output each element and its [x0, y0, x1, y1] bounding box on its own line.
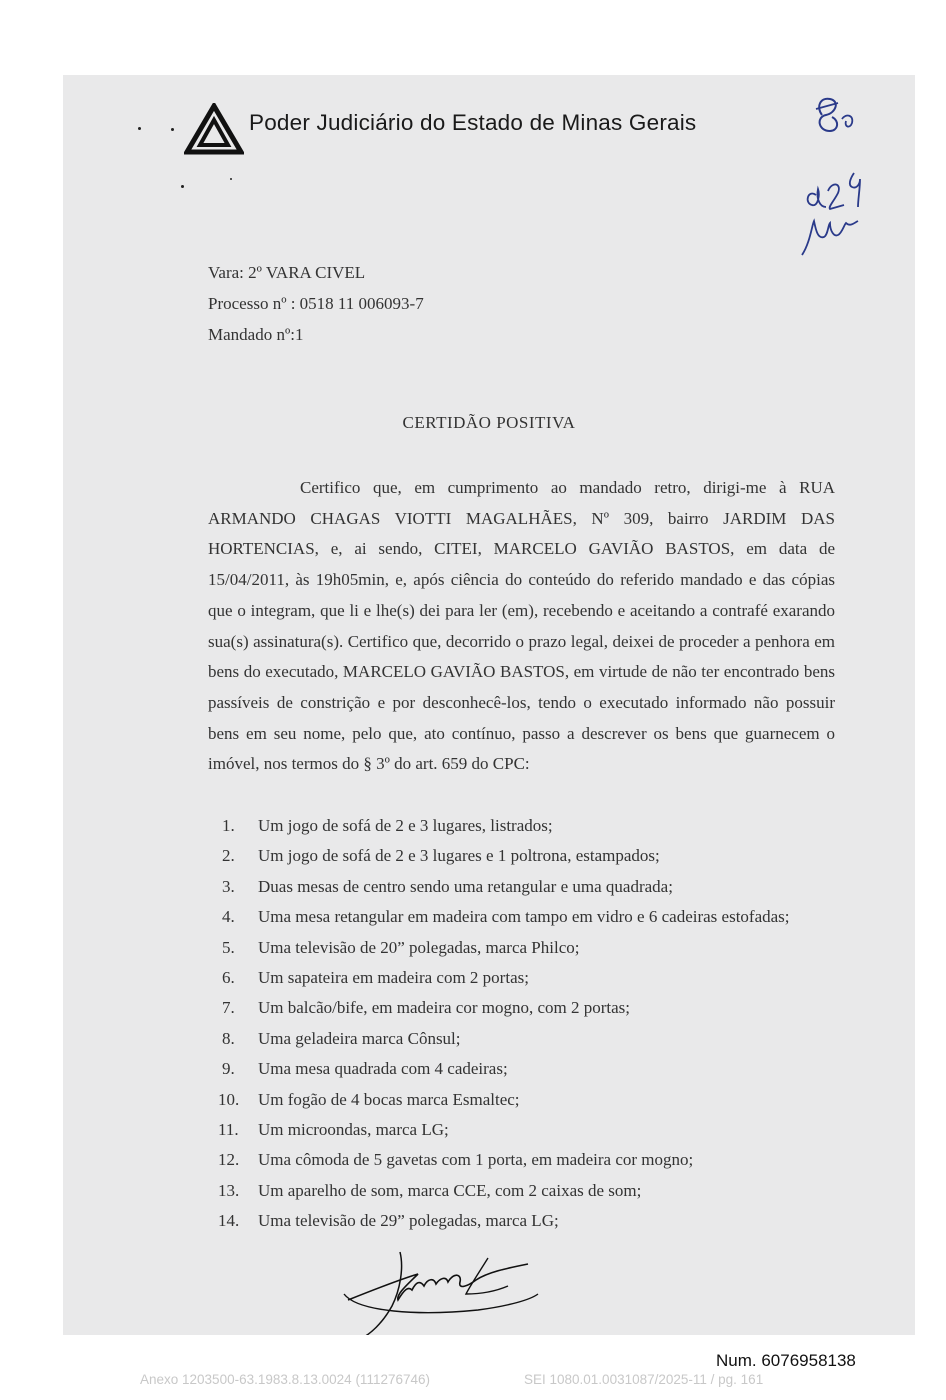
processo-line: Processo nº : 0518 11 006093-7: [208, 294, 424, 313]
mandado-line: Mandado nº:1: [208, 325, 304, 344]
list-item: [208, 1024, 835, 1054]
list-item-text: Um fogão de 4 bocas marca Esmaltec;: [258, 1089, 520, 1109]
sei-reference: SEI 1080.01.0031087/2025-11 / pg. 161: [524, 1372, 764, 1387]
scanned-page: [63, 75, 915, 1335]
list-item-number: 6.: [222, 968, 235, 988]
list-item-number: 9.: [222, 1059, 235, 1079]
list-item-number: 4.: [222, 907, 235, 927]
handwritten-page-number: [798, 165, 878, 260]
list-item-text: Um jogo de sofá de 2 e 3 lugares, listrados;: [258, 816, 553, 835]
list-item: [208, 811, 835, 841]
list-item-text: Uma mesa quadrada com 4 cadeiras;: [258, 1059, 508, 1079]
list-item-number: 11.: [218, 1120, 239, 1140]
signature: [338, 1250, 578, 1335]
list-item-number: 14.: [218, 1211, 240, 1231]
list-item: [208, 1206, 835, 1236]
list-item: [208, 963, 835, 993]
list-item: [208, 1085, 835, 1115]
court-name: Poder Judiciário do Estado de Minas Gerais: [249, 110, 697, 135]
list-item-number: 13.: [218, 1180, 240, 1200]
scan-speck: [138, 127, 141, 130]
list-item: [208, 993, 835, 1023]
list-item-text: Um balcão/bife, em madeira cor mogno, com 2 portas;: [258, 998, 630, 1018]
list-item-text: Um jogo de sofá de 2 e 3 lugares e 1 poltrona, estampados;: [258, 846, 660, 866]
list-item: [208, 1176, 835, 1206]
court-logo-icon: [184, 103, 244, 155]
list-item-text: Duas mesas de centro sendo uma retangular e uma quadrada;: [258, 876, 673, 896]
list-item: [208, 902, 835, 932]
list-item-number: 10.: [218, 1089, 240, 1109]
document-number: Num. 6076958138: [716, 1351, 856, 1370]
list-item-text: Uma geladeira marca Cônsul;: [258, 1028, 461, 1048]
list-item: [208, 1054, 835, 1084]
list-item: [208, 1115, 835, 1145]
list-item-text: Um microondas, marca LG;: [258, 1120, 449, 1140]
list-item-number: 1.: [222, 816, 235, 835]
list-item-number: 3.: [222, 876, 235, 896]
scan-speck: [230, 178, 232, 180]
list-item: [208, 872, 835, 902]
list-item: [208, 1145, 835, 1175]
certificate-body: Certifico que, em cumprimento ao mandado retro, dirigi-me à RUA ARMANDO CHAGAS VIOTTI MAGALHÃES, Nº 309, bairro JARDIM DAS HORTENCIAS, e, ai sendo, CITEI, MARCELO GAVIÃO BASTOS, em data de 15/04/2011, às 19h05min, e, após ciência do conteúdo do referido mandado e das cópias que o integram, que li e lhe(s) dei para ler (em), recebendo e aceitando a contrafé exarando sua(s) assinatura(s). Certifico que, decorrido o prazo legal, deixei de proceder a penhora em bens do executado, MARCELO GAVIÃO BASTOS, em virtude de não ter encontrado bens passíveis de constrição e por desconhecê-los, tendo o executado informado não possuir bens em seu nome, pelo que, ato contínuo, passo a descrever os bens que guarnecem o imóvel, nos termos do § 3º do art. 659 do CPC:: [208, 478, 835, 774]
list-item: [208, 933, 835, 963]
list-item-text: Uma televisão de 29” polegadas, marca LG;: [258, 1211, 559, 1231]
list-item-number: 5.: [222, 937, 235, 957]
annex-reference: Anexo 1203500-63.1983.8.13.0024 (111276746): [140, 1372, 430, 1387]
list-item-number: 2.: [222, 846, 235, 866]
list-item-number: 12.: [218, 1150, 240, 1170]
vara-line: Vara: 2º VARA CIVEL: [208, 263, 366, 282]
list-item-text: Uma televisão de 20” polegadas, marca Philco;: [258, 937, 580, 957]
list-item-number: 8.: [222, 1028, 235, 1048]
list-item-text: Uma mesa retangular em madeira com tampo em vidro e 6 cadeiras estofadas;: [258, 907, 790, 927]
handwritten-margin-mark: [808, 89, 868, 139]
scan-speck: [181, 185, 184, 188]
list-item-text: Um sapateira em madeira com 2 portas;: [258, 968, 529, 988]
list-item-number: 7.: [222, 998, 235, 1018]
list-item: [208, 841, 835, 871]
list-item-text: Um aparelho de som, marca CCE, com 2 caixas de som;: [258, 1180, 642, 1200]
document-title: CERTIDÃO POSITIVA: [402, 413, 576, 432]
list-item-text: Uma cômoda de 5 gavetas com 1 porta, em madeira cor mogno;: [258, 1150, 694, 1170]
case-info: [208, 257, 424, 350]
scan-speck: [171, 128, 174, 131]
goods-list: [208, 811, 835, 1237]
